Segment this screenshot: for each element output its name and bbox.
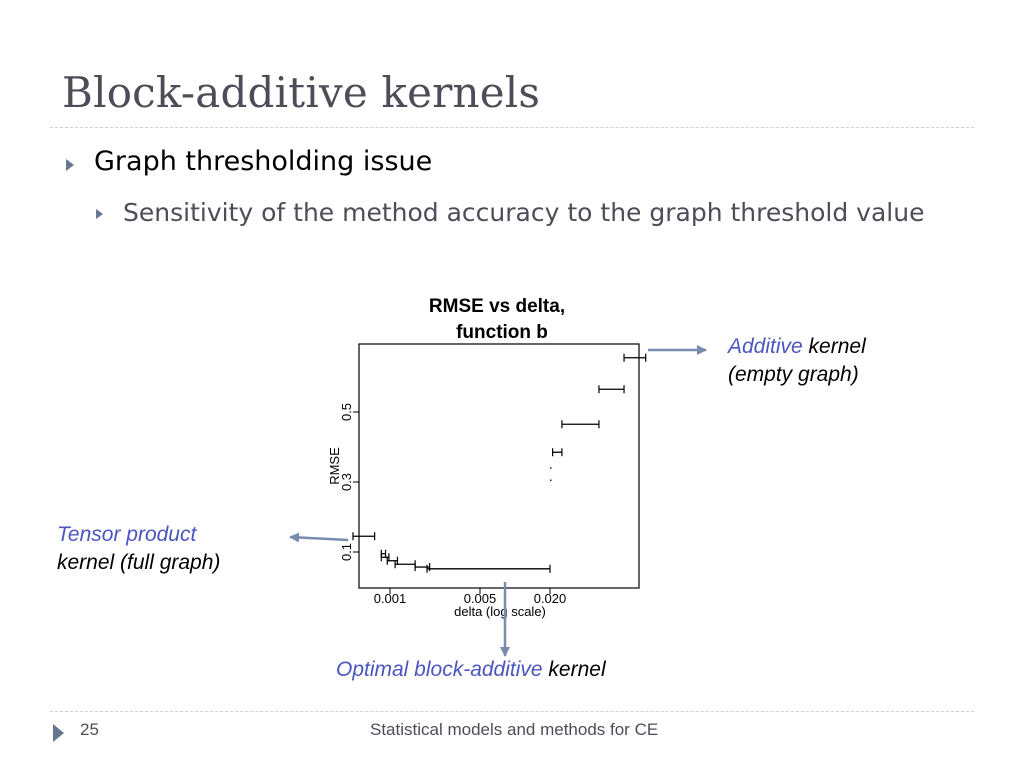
additive-highlight: Additive [728, 335, 803, 358]
y-tick-label: 0.5 [339, 402, 354, 422]
bullet-arrow-icon [66, 159, 74, 171]
y-tick-label: 0.3 [339, 472, 354, 492]
title-divider [50, 127, 974, 128]
optimal-annotation [336, 656, 606, 684]
footer-arrow-icon [53, 724, 64, 742]
bullet-level2: Sensitivity of the method accuracy to the graph threshold value [123, 198, 925, 227]
y-axis-label: RMSE [327, 447, 342, 485]
bullet-level1: Graph thresholding issue [94, 146, 433, 177]
additive-line2: (empty graph) [728, 363, 859, 386]
x-tick-label: 0.005 [463, 591, 497, 606]
tensor-annotation [57, 521, 220, 577]
rmse-chart [300, 285, 660, 625]
x-axis-label: delta (log scale) [454, 604, 546, 619]
optimal-highlight: Optimal block-additive [336, 658, 543, 681]
data-segments [353, 354, 646, 573]
chart-title-line2: function b [456, 322, 548, 343]
footer-divider [50, 711, 974, 712]
tensor-line2: kernel (full graph) [57, 551, 221, 574]
y-tick-label: 0.1 [339, 542, 354, 562]
footer-text: Statistical models and methods for CE [370, 720, 659, 739]
x-tick-label: 0.020 [533, 591, 567, 606]
additive-rest: kernel [802, 335, 866, 358]
plot-frame [359, 344, 639, 588]
sub-bullet-arrow-icon [96, 209, 103, 219]
x-tick-label: 0.001 [373, 591, 407, 606]
slide-title: Block-additive kernels [62, 68, 541, 117]
additive-annotation [728, 333, 866, 389]
page-number: 25 [80, 720, 99, 739]
chart-title-line1: RMSE vs delta, [428, 296, 566, 317]
tensor-highlight: Tensor product [57, 523, 197, 546]
optimal-rest: kernel [542, 658, 606, 681]
